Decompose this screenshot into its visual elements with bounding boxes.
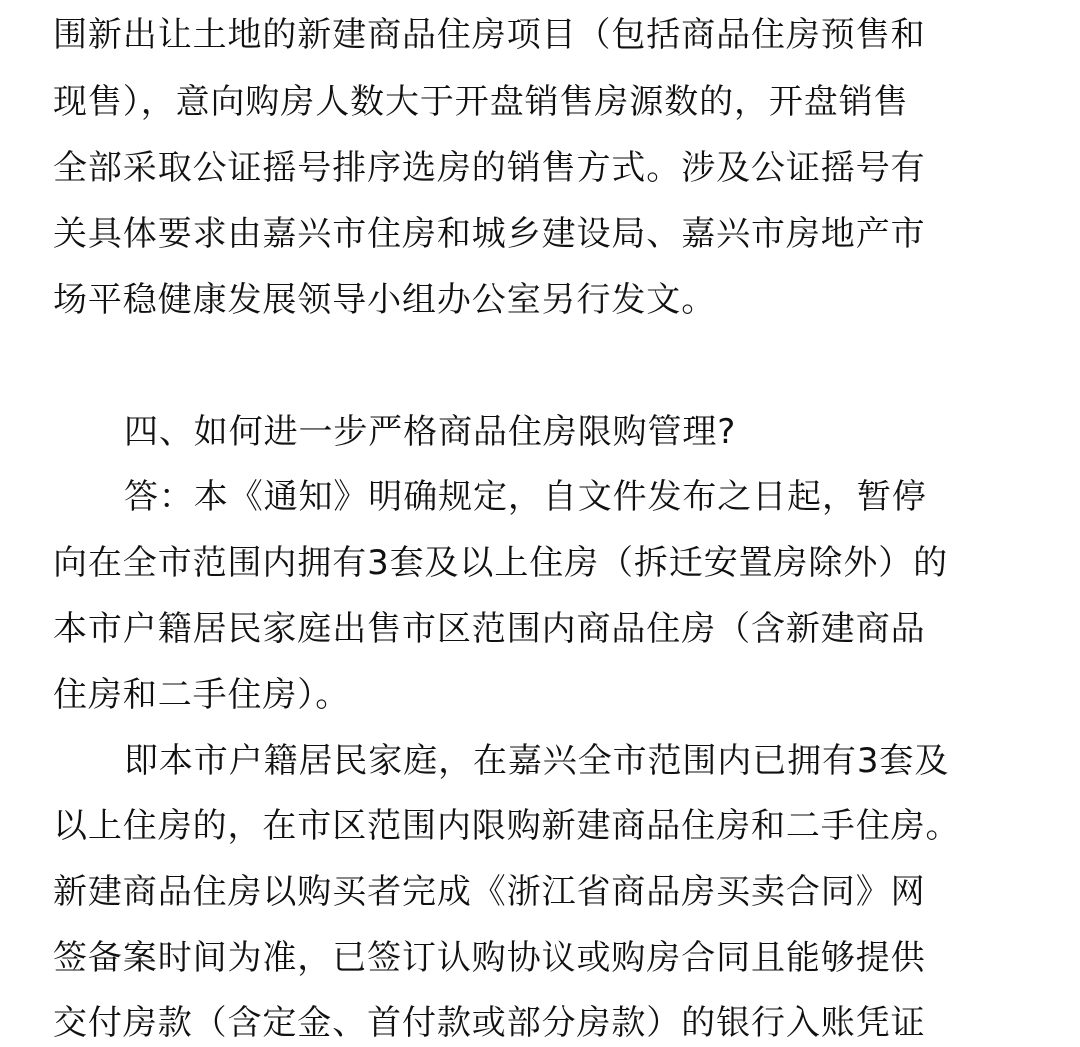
answer-line-3: 本市户籍居民家庭出售市区范围内商品住房（含新建商品 [53,609,926,649]
answer-line-1: 答：本《通知》明确规定，自文件发布之日起，暂停 [124,477,927,517]
detail-line-3: 新建商品住房以购买者完成《浙江省商品房买卖合同》网 [53,872,926,912]
detail-line-4: 签备案时间为准，已签订认购协议或购房合同且能够提供 [53,938,926,978]
intro-line-5: 场平稳健康发展领导小组办公室另行发文。 [53,280,717,320]
detail-line-2: 以上住房的，在市区范围内限购新建商品住房和二手住房。 [53,806,961,846]
intro-line-1: 围新出让土地的新建商品住房项目（包括商品住房预售和 [53,15,926,55]
answer-line-4: 住房和二手住房）。 [53,675,351,715]
intro-line-3: 全部采取公证摇号排序选房的销售方式。涉及公证摇号有 [53,148,926,188]
intro-line-4: 关具体要求由嘉兴市住房和城乡建设局、嘉兴市房地产市 [53,214,926,254]
answer-line-2: 向在全市范围内拥有3套及以上住房（拆迁安置房除外）的 [53,543,949,583]
intro-line-2: 现售），意向购房人数大于开盘销售房源数的，开盘销售 [53,82,909,122]
detail-line-1: 即本市户籍居民家庭，在嘉兴全市范围内已拥有3套及 [124,741,950,781]
section-heading: 四、如何进一步严格商品住房限购管理? [124,412,737,452]
detail-line-5: 交付房款（含定金、首付款或部分房款）的银行入账凭证 [53,1003,926,1043]
